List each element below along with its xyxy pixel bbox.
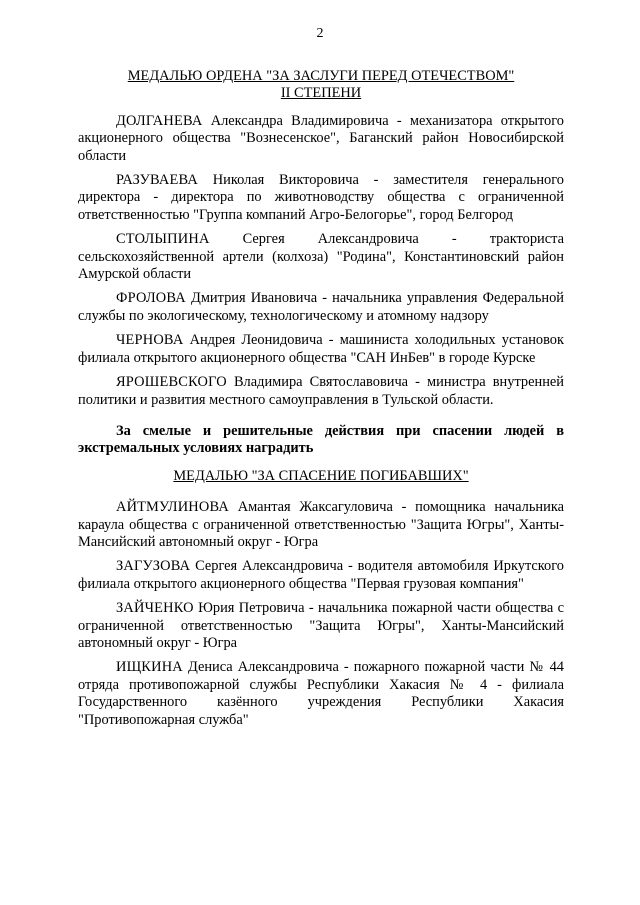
recipient-surname: ЧЕРНОВА (116, 332, 184, 349)
award-heading-order-merit (78, 68, 564, 103)
award-heading-line2: II СТЕПЕНИ (280, 85, 362, 102)
recipient-details: Сергея Александровича - тракториста сельскохозяйственной артели (колхоза) "Родина", Константиновский район Амурской области (78, 231, 564, 283)
recipient-details: Андрея Леонидовича - машиниста холодильных установок филиала открытого акционерного общества "САН ИнБев" в городе Курске (78, 332, 564, 366)
recipient-entry (78, 231, 564, 283)
recipient-details: Дмитрия Ивановича - начальника управления Федеральной службы по экологическому, технологическому и атомному надзору (78, 290, 564, 324)
page-number: 2 (316, 26, 324, 41)
recipient-surname: ЗАЙЧЕНКО (116, 600, 194, 617)
recipient-entry (78, 374, 564, 409)
recipient-surname: АЙТМУЛИНОВА (116, 499, 229, 516)
recipient-entry (78, 172, 564, 224)
recipient-surname: ФРОЛОВА (116, 290, 186, 307)
document-body (78, 68, 564, 736)
recipient-entry (78, 558, 564, 593)
recipient-entry (78, 600, 564, 652)
award-heading-rescue (78, 468, 564, 485)
recipient-surname: ИЩКИНА (116, 659, 183, 676)
recipient-details: Владимира Святославовича - министра внутренней политики и развития местного самоуправления в Тульской области. (78, 374, 564, 408)
recipient-details: Дениса Александровича - пожарного пожарной части № 44 отряда противопожарной службы Республики Хакасия № 4 - филиала Государственного казённого учреждения Республики Хакасия "Противопожарная служба" (78, 659, 564, 728)
recipient-surname: СТОЛЫПИНА (116, 231, 210, 248)
recipient-entry (78, 499, 564, 551)
decree-statement: За смелые и решительные действия при спасении людей в экстремальных условиях наградить (78, 422, 564, 457)
recipient-surname: ЯРОШЕВСКОГО (116, 374, 227, 391)
recipient-entry (78, 332, 564, 367)
recipient-details: Николая Викторовича - заместителя генерального директора - директора по животноводству общества с ограниченной ответственностью "Группа компаний Агро-Белогорье", город Белгород (78, 172, 564, 223)
recipient-details: Сергея Александровича - водителя автомобиля Иркутского филиала открытого акционерного общества "Первая грузовая компания" (78, 558, 564, 592)
recipient-surname: РАЗУВАЕВА (116, 172, 198, 189)
recipient-entry (78, 659, 564, 729)
award-heading-line1: МЕДАЛЬЮ ОРДЕНА "ЗА ЗАСЛУГИ ПЕРЕД ОТЕЧЕСТВОМ" (127, 68, 515, 84)
recipient-details: Амантая Жаксагуловича - помощника начальника караула общества с ограниченной ответственностью "Защита Югры", Ханты-Мансийский автономный округ - Югра (78, 499, 564, 550)
recipient-entry (78, 290, 564, 325)
recipient-details: Юрия Петровича - начальника пожарной части общества с ограниченной ответственностью "Защита Югры", Ханты-Мансийский автономный округ - Югра (78, 600, 564, 651)
recipient-entry (78, 113, 564, 165)
award-heading-rescue-title: МЕДАЛЬЮ "ЗА СПАСЕНИЕ ПОГИБАВШИХ" (173, 467, 469, 484)
recipient-details: Александра Владимировича - механизатора открытого акционерного общества "Вознесенское", Баганский район Новосибирской области (78, 112, 564, 164)
recipient-surname: ЗАГУЗОВА (116, 558, 191, 575)
recipient-surname: ДОЛГАНЕВА (116, 112, 203, 129)
